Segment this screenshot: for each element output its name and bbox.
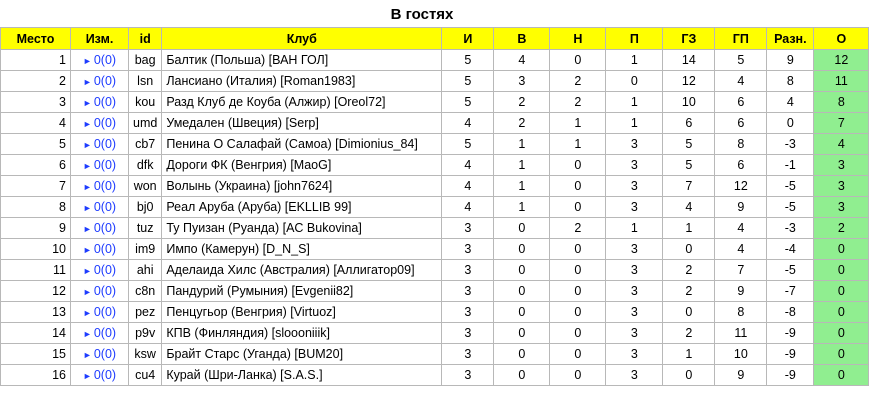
points-cell: 3 xyxy=(814,197,869,218)
goals-for-cell: 4 xyxy=(663,197,715,218)
id-cell: tuz xyxy=(129,218,162,239)
table-row xyxy=(1,197,869,218)
arrow-right-icon: ► xyxy=(82,224,92,234)
wins-cell: 0 xyxy=(494,218,550,239)
draws-cell: 0 xyxy=(550,344,606,365)
goals-for-cell: 10 xyxy=(663,92,715,113)
goals-for-cell: 2 xyxy=(663,323,715,344)
draws-cell: 0 xyxy=(550,302,606,323)
club-cell[interactable]: Лансиано (Италия) [Roman1983] xyxy=(162,71,442,92)
arrow-right-icon: ► xyxy=(82,119,92,129)
change-cell[interactable] xyxy=(71,239,129,260)
change-link[interactable] xyxy=(83,116,116,130)
table-row xyxy=(1,50,869,71)
goals-for-cell: 14 xyxy=(663,50,715,71)
wins-cell: 0 xyxy=(494,344,550,365)
goal-diff-cell: -9 xyxy=(767,365,814,386)
goals-for-cell: 12 xyxy=(663,71,715,92)
games-cell: 4 xyxy=(442,197,494,218)
goals-for-cell: 0 xyxy=(663,365,715,386)
change-cell[interactable] xyxy=(71,50,129,71)
points-cell: 3 xyxy=(814,155,869,176)
change-link[interactable] xyxy=(83,95,116,109)
table-row xyxy=(1,71,869,92)
place-cell: 3 xyxy=(1,92,71,113)
losses-cell: 1 xyxy=(606,113,663,134)
club-cell[interactable]: Дороги ФК (Венгрия) [MaoG] xyxy=(162,155,442,176)
games-cell: 3 xyxy=(442,281,494,302)
goal-diff-cell: -5 xyxy=(767,176,814,197)
points-cell: 12 xyxy=(814,50,869,71)
col-header-draws[interactable]: Н xyxy=(550,28,606,50)
id-cell: kou xyxy=(129,92,162,113)
arrow-right-icon: ► xyxy=(82,203,92,213)
goal-diff-cell: -1 xyxy=(767,155,814,176)
table-row xyxy=(1,323,869,344)
goals-against-cell: 7 xyxy=(715,260,767,281)
change-link[interactable] xyxy=(83,326,116,340)
wins-cell: 2 xyxy=(494,92,550,113)
losses-cell: 3 xyxy=(606,323,663,344)
arrow-right-icon: ► xyxy=(82,308,92,318)
arrow-right-icon: ► xyxy=(82,266,92,276)
games-cell: 4 xyxy=(442,113,494,134)
place-cell: 10 xyxy=(1,239,71,260)
place-cell: 6 xyxy=(1,155,71,176)
losses-cell: 3 xyxy=(606,302,663,323)
change-value: 0(0) xyxy=(93,221,117,235)
place-cell: 9 xyxy=(1,218,71,239)
games-cell: 3 xyxy=(442,323,494,344)
draws-cell: 0 xyxy=(550,365,606,386)
goal-diff-cell: -8 xyxy=(767,302,814,323)
draws-cell: 0 xyxy=(550,50,606,71)
change-link[interactable] xyxy=(83,242,116,256)
goals-for-cell: 0 xyxy=(663,239,715,260)
goals-for-cell: 1 xyxy=(663,344,715,365)
goals-for-cell: 6 xyxy=(663,113,715,134)
losses-cell: 3 xyxy=(606,260,663,281)
wins-cell: 1 xyxy=(494,155,550,176)
table-row xyxy=(1,92,869,113)
table-row xyxy=(1,281,869,302)
club-cell[interactable]: Волынь (Украина) [john7624] xyxy=(162,176,442,197)
games-cell: 4 xyxy=(442,176,494,197)
arrow-right-icon: ► xyxy=(82,161,92,171)
change-value: 0(0) xyxy=(93,305,117,319)
change-link[interactable] xyxy=(83,305,116,319)
change-cell[interactable] xyxy=(71,92,129,113)
col-header-games[interactable]: И xyxy=(442,28,494,50)
draws-cell: 0 xyxy=(550,281,606,302)
goals-against-cell: 10 xyxy=(715,344,767,365)
table-row xyxy=(1,302,869,323)
wins-cell: 4 xyxy=(494,50,550,71)
points-cell: 2 xyxy=(814,218,869,239)
games-cell: 3 xyxy=(442,239,494,260)
id-cell: won xyxy=(129,176,162,197)
place-cell: 8 xyxy=(1,197,71,218)
points-cell: 4 xyxy=(814,134,869,155)
goal-diff-cell: -7 xyxy=(767,281,814,302)
change-link[interactable] xyxy=(83,137,116,151)
place-cell: 12 xyxy=(1,281,71,302)
club-cell[interactable]: Брайт Старс (Уганда) [BUM20] xyxy=(162,344,442,365)
change-link[interactable] xyxy=(83,179,116,193)
points-cell: 0 xyxy=(814,344,869,365)
wins-cell: 0 xyxy=(494,302,550,323)
points-cell: 0 xyxy=(814,365,869,386)
club-cell[interactable]: Импо (Камерун) [D_N_S] xyxy=(162,239,442,260)
club-cell[interactable]: Реал Аруба (Аруба) [EKLLIB 99] xyxy=(162,197,442,218)
change-value: 0(0) xyxy=(93,116,117,130)
goal-diff-cell: 4 xyxy=(767,92,814,113)
change-link[interactable] xyxy=(83,368,116,382)
draws-cell: 1 xyxy=(550,134,606,155)
place-cell: 13 xyxy=(1,302,71,323)
table-row xyxy=(1,344,869,365)
goal-diff-cell: -4 xyxy=(767,239,814,260)
goals-against-cell: 9 xyxy=(715,365,767,386)
losses-cell: 3 xyxy=(606,344,663,365)
goals-against-cell: 9 xyxy=(715,197,767,218)
arrow-right-icon: ► xyxy=(82,329,92,339)
col-header-goals-for[interactable]: ГЗ xyxy=(663,28,715,50)
id-cell: bj0 xyxy=(129,197,162,218)
club-cell[interactable]: Пенцугьор (Венгрия) [Virtuoz] xyxy=(162,302,442,323)
change-cell[interactable] xyxy=(71,113,129,134)
id-cell: lsn xyxy=(129,71,162,92)
change-cell[interactable] xyxy=(71,281,129,302)
id-cell: umd xyxy=(129,113,162,134)
change-value: 0(0) xyxy=(93,53,117,67)
goals-against-cell: 6 xyxy=(715,113,767,134)
table-row xyxy=(1,155,869,176)
club-cell[interactable]: Ту Пуизан (Руанда) [AC Bukovina] xyxy=(162,218,442,239)
arrow-right-icon: ► xyxy=(82,56,92,66)
change-value: 0(0) xyxy=(93,263,117,277)
draws-cell: 0 xyxy=(550,197,606,218)
change-link[interactable] xyxy=(83,263,116,277)
club-cell[interactable]: Балтик (Польша) [ВАН ГОЛ] xyxy=(162,50,442,71)
col-header-place[interactable]: Место xyxy=(1,28,71,50)
col-header-losses[interactable]: П xyxy=(606,28,663,50)
change-cell[interactable] xyxy=(71,155,129,176)
losses-cell: 3 xyxy=(606,365,663,386)
losses-cell: 1 xyxy=(606,218,663,239)
points-cell: 0 xyxy=(814,260,869,281)
losses-cell: 3 xyxy=(606,155,663,176)
table-row xyxy=(1,113,869,134)
goals-for-cell: 2 xyxy=(663,260,715,281)
games-cell: 5 xyxy=(442,92,494,113)
table-row xyxy=(1,260,869,281)
arrow-right-icon: ► xyxy=(82,77,92,87)
id-cell: p9v xyxy=(129,323,162,344)
place-cell: 7 xyxy=(1,176,71,197)
points-cell: 3 xyxy=(814,176,869,197)
table-row xyxy=(1,134,869,155)
goal-diff-cell: -5 xyxy=(767,197,814,218)
club-cell[interactable]: Пандурий (Румыния) [Evgenii82] xyxy=(162,281,442,302)
games-cell: 3 xyxy=(442,260,494,281)
change-link[interactable] xyxy=(83,347,116,361)
games-cell: 3 xyxy=(442,218,494,239)
change-link[interactable] xyxy=(83,200,116,214)
place-cell: 5 xyxy=(1,134,71,155)
arrow-right-icon: ► xyxy=(82,371,92,381)
arrow-right-icon: ► xyxy=(82,245,92,255)
id-cell: im9 xyxy=(129,239,162,260)
goals-against-cell: 6 xyxy=(715,92,767,113)
goals-against-cell: 6 xyxy=(715,155,767,176)
change-cell[interactable] xyxy=(71,71,129,92)
wins-cell: 0 xyxy=(494,239,550,260)
change-link[interactable] xyxy=(83,284,116,298)
club-cell[interactable]: КПВ (Финляндия) [sloooniiik] xyxy=(162,323,442,344)
goals-against-cell: 4 xyxy=(715,218,767,239)
arrow-right-icon: ► xyxy=(82,182,92,192)
wins-cell: 1 xyxy=(494,176,550,197)
col-header-club[interactable]: Клуб xyxy=(162,28,442,50)
losses-cell: 1 xyxy=(606,92,663,113)
table-header-row xyxy=(1,28,869,50)
club-cell[interactable]: Аделаида Хилс (Австралия) [Аллигатор09] xyxy=(162,260,442,281)
draws-cell: 2 xyxy=(550,92,606,113)
change-cell[interactable] xyxy=(71,365,129,386)
points-cell: 8 xyxy=(814,92,869,113)
goal-diff-cell: -3 xyxy=(767,134,814,155)
change-cell[interactable] xyxy=(71,218,129,239)
games-cell: 5 xyxy=(442,71,494,92)
table-row xyxy=(1,218,869,239)
points-cell: 11 xyxy=(814,71,869,92)
draws-cell: 0 xyxy=(550,239,606,260)
games-cell: 4 xyxy=(442,155,494,176)
change-cell[interactable] xyxy=(71,344,129,365)
wins-cell: 0 xyxy=(494,281,550,302)
place-cell: 2 xyxy=(1,71,71,92)
place-cell: 1 xyxy=(1,50,71,71)
change-value: 0(0) xyxy=(93,95,117,109)
goal-diff-cell: 8 xyxy=(767,71,814,92)
change-value: 0(0) xyxy=(93,242,117,256)
points-cell: 0 xyxy=(814,281,869,302)
draws-cell: 0 xyxy=(550,155,606,176)
goals-for-cell: 0 xyxy=(663,302,715,323)
games-cell: 3 xyxy=(442,344,494,365)
points-cell: 0 xyxy=(814,239,869,260)
change-value: 0(0) xyxy=(93,326,117,340)
change-cell[interactable] xyxy=(71,260,129,281)
draws-cell: 0 xyxy=(550,323,606,344)
col-header-points[interactable]: О xyxy=(814,28,869,50)
col-header-id[interactable]: id xyxy=(129,28,162,50)
draws-cell: 2 xyxy=(550,71,606,92)
wins-cell: 0 xyxy=(494,365,550,386)
goals-for-cell: 2 xyxy=(663,281,715,302)
table-row xyxy=(1,365,869,386)
goals-for-cell: 5 xyxy=(663,134,715,155)
draws-cell: 2 xyxy=(550,218,606,239)
change-value: 0(0) xyxy=(93,179,117,193)
goal-diff-cell: -9 xyxy=(767,323,814,344)
wins-cell: 1 xyxy=(494,197,550,218)
arrow-right-icon: ► xyxy=(82,140,92,150)
draws-cell: 0 xyxy=(550,260,606,281)
id-cell: cu4 xyxy=(129,365,162,386)
goal-diff-cell: 9 xyxy=(767,50,814,71)
id-cell: ahi xyxy=(129,260,162,281)
change-cell[interactable] xyxy=(71,134,129,155)
games-cell: 3 xyxy=(442,302,494,323)
place-cell: 11 xyxy=(1,260,71,281)
losses-cell: 3 xyxy=(606,197,663,218)
goals-for-cell: 7 xyxy=(663,176,715,197)
goal-diff-cell: 0 xyxy=(767,113,814,134)
id-cell: bag xyxy=(129,50,162,71)
col-header-goal-diff[interactable]: Разн. xyxy=(767,28,814,50)
change-value: 0(0) xyxy=(93,74,117,88)
points-cell: 0 xyxy=(814,323,869,344)
games-cell: 5 xyxy=(442,50,494,71)
goals-against-cell: 8 xyxy=(715,302,767,323)
id-cell: cb7 xyxy=(129,134,162,155)
table-row xyxy=(1,239,869,260)
change-value: 0(0) xyxy=(93,347,117,361)
losses-cell: 3 xyxy=(606,134,663,155)
goals-against-cell: 11 xyxy=(715,323,767,344)
change-value: 0(0) xyxy=(93,368,117,382)
goals-against-cell: 8 xyxy=(715,134,767,155)
draws-cell: 0 xyxy=(550,176,606,197)
goals-against-cell: 12 xyxy=(715,176,767,197)
change-cell[interactable] xyxy=(71,197,129,218)
col-header-wins[interactable]: В xyxy=(494,28,550,50)
club-cell[interactable]: Пенина О Салафай (Самоа) [Dimionius_84] xyxy=(162,134,442,155)
table-row xyxy=(1,176,869,197)
change-value: 0(0) xyxy=(93,200,117,214)
club-cell[interactable]: Курай (Шри-Ланка) [S.A.S.] xyxy=(162,365,442,386)
goals-for-cell: 1 xyxy=(663,218,715,239)
goal-diff-cell: -9 xyxy=(767,344,814,365)
losses-cell: 3 xyxy=(606,176,663,197)
wins-cell: 1 xyxy=(494,134,550,155)
goals-against-cell: 4 xyxy=(715,239,767,260)
id-cell: pez xyxy=(129,302,162,323)
points-cell: 0 xyxy=(814,302,869,323)
losses-cell: 3 xyxy=(606,239,663,260)
page-title: В гостях xyxy=(390,6,454,23)
club-cell[interactable]: Умедален (Швеция) [Serp] xyxy=(162,113,442,134)
change-value: 0(0) xyxy=(93,284,117,298)
draws-cell: 1 xyxy=(550,113,606,134)
goals-for-cell: 5 xyxy=(663,155,715,176)
goal-diff-cell: -5 xyxy=(767,260,814,281)
games-cell: 5 xyxy=(442,134,494,155)
change-value: 0(0) xyxy=(93,158,117,172)
change-link[interactable] xyxy=(83,53,116,67)
col-header-change[interactable]: Изм. xyxy=(71,28,129,50)
change-cell[interactable] xyxy=(71,176,129,197)
change-link[interactable] xyxy=(83,158,116,172)
losses-cell: 0 xyxy=(606,71,663,92)
arrow-right-icon: ► xyxy=(82,350,92,360)
col-header-goals-against[interactable]: ГП xyxy=(715,28,767,50)
points-cell: 7 xyxy=(814,113,869,134)
goals-against-cell: 4 xyxy=(715,71,767,92)
goal-diff-cell: -3 xyxy=(767,218,814,239)
wins-cell: 3 xyxy=(494,71,550,92)
change-value: 0(0) xyxy=(93,137,117,151)
goals-against-cell: 9 xyxy=(715,281,767,302)
place-cell: 16 xyxy=(1,365,71,386)
losses-cell: 3 xyxy=(606,281,663,302)
place-cell: 14 xyxy=(1,323,71,344)
change-cell[interactable] xyxy=(71,323,129,344)
change-cell[interactable] xyxy=(71,302,129,323)
id-cell: ksw xyxy=(129,344,162,365)
arrow-right-icon: ► xyxy=(82,287,92,297)
games-cell: 3 xyxy=(442,365,494,386)
id-cell: dfk xyxy=(129,155,162,176)
wins-cell: 0 xyxy=(494,323,550,344)
losses-cell: 1 xyxy=(606,50,663,71)
club-cell[interactable]: Разд Клуб де Коуба (Алжир) [Oreol72] xyxy=(162,92,442,113)
change-link[interactable] xyxy=(83,221,116,235)
goals-against-cell: 5 xyxy=(715,50,767,71)
place-cell: 4 xyxy=(1,113,71,134)
standings-table xyxy=(0,27,869,386)
wins-cell: 2 xyxy=(494,113,550,134)
change-link[interactable] xyxy=(83,74,116,88)
id-cell: c8n xyxy=(129,281,162,302)
wins-cell: 0 xyxy=(494,260,550,281)
arrow-right-icon: ► xyxy=(82,98,92,108)
place-cell: 15 xyxy=(1,344,71,365)
